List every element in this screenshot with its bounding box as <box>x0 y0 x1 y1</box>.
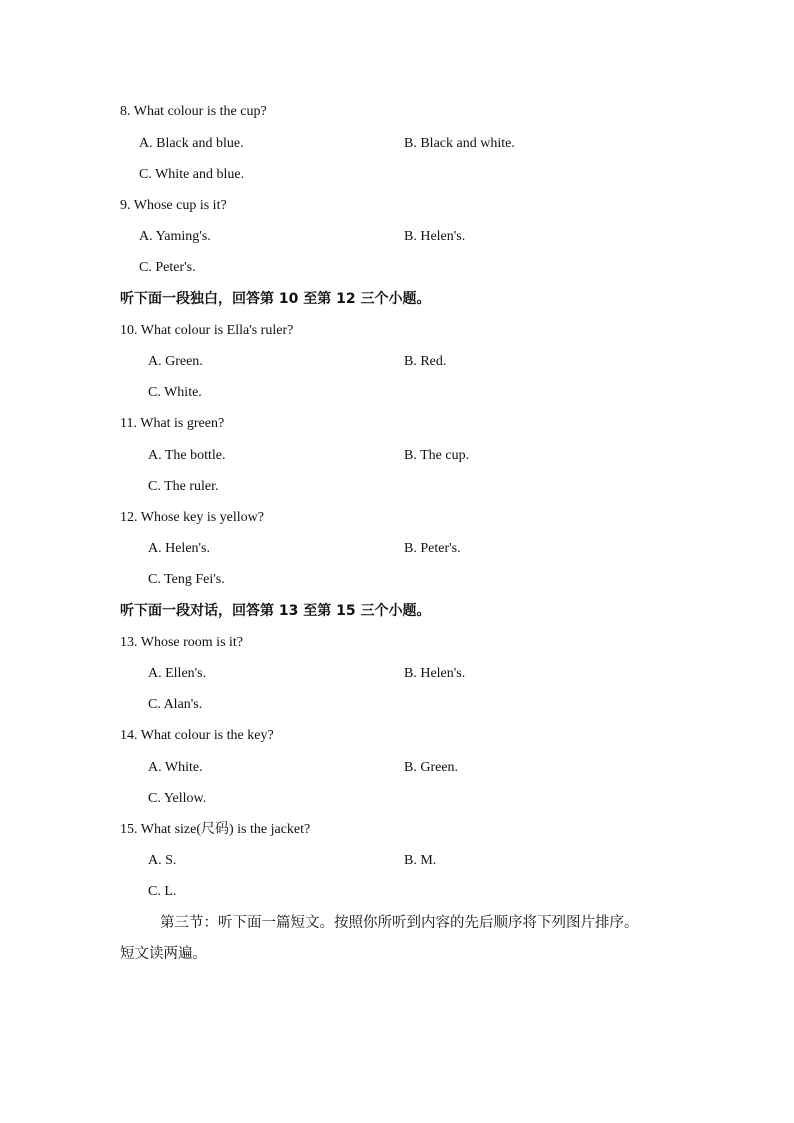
question-8: 8. What colour is the cup? <box>120 104 267 119</box>
option-12b: B. Peter's. <box>404 541 461 556</box>
option-10b: B. Red. <box>404 354 447 369</box>
section-heading-monologue: 听下面一段独白，回答第 10 至第 12 三个小题。 <box>120 291 431 307</box>
option-10a: A. Green. <box>148 354 203 369</box>
option-8c: C. White and blue. <box>139 167 245 182</box>
section3-instruction-line1: 第三节：听下面一篇短文。按照你所听到内容的先后顺序将下列图片排序。 <box>160 915 639 931</box>
question-11: 11. What is green? <box>120 416 225 431</box>
question-13: 13. Whose room is it? <box>120 635 244 650</box>
option-8b: B. Black and white. <box>404 136 515 151</box>
section3-instruction-line2: 短文读两遍。 <box>120 946 207 962</box>
option-9a: A. Yaming's. <box>139 229 211 244</box>
option-13c: C. Alan's. <box>148 697 203 712</box>
option-15a: A. S. <box>148 853 177 868</box>
option-10c: C. White. <box>148 385 202 400</box>
option-12c: C. Teng Fei's. <box>148 572 225 587</box>
question-12: 12. Whose key is yellow? <box>120 510 264 525</box>
section-heading-dialogue: 听下面一段对话，回答第 13 至第 15 三个小题。 <box>120 603 431 619</box>
question-15: 15. What size(尺码) is the jacket? <box>120 822 311 837</box>
option-14c: C. Yellow. <box>148 791 207 806</box>
option-11b: B. The cup. <box>404 448 470 463</box>
option-15b: B. M. <box>404 853 437 868</box>
question-10: 10. What colour is Ella's ruler? <box>120 323 294 338</box>
option-11a: A. The bottle. <box>148 448 226 463</box>
option-9b: B. Helen's. <box>404 229 466 244</box>
option-15c: C. L. <box>148 884 177 899</box>
question-14: 14. What colour is the key? <box>120 728 274 743</box>
option-13a: A. Ellen's. <box>148 666 207 681</box>
question-9: 9. Whose cup is it? <box>120 198 227 213</box>
option-14a: A. White. <box>148 760 203 775</box>
option-8a: A. Black and blue. <box>139 136 244 151</box>
option-9c: C. Peter's. <box>139 260 196 275</box>
option-14b: B. Green. <box>404 760 459 775</box>
option-13b: B. Helen's. <box>404 666 466 681</box>
option-11c: C. The ruler. <box>148 479 219 494</box>
option-12a: A. Helen's. <box>148 541 211 556</box>
